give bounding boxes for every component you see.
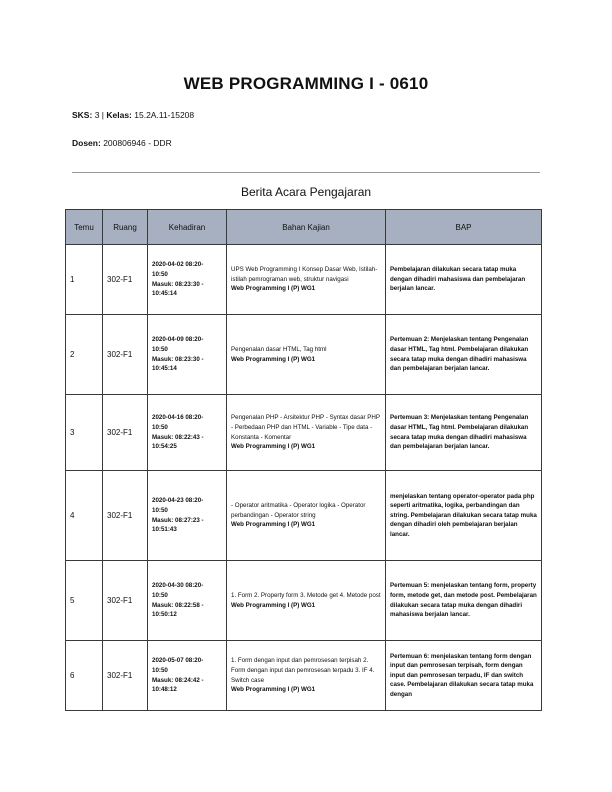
bahan-ref: Web Programming I (P) WG1	[231, 443, 316, 451]
kelas-label: Kelas:	[106, 110, 132, 120]
kehadiran-cell	[148, 245, 227, 315]
bap-cell: Pertemuan 5: menjelaskan tentang form, property form, metode get, dan metode post. Pembelajaran dilakukan secara tatap muka dengan dihadiri mahasiswa berjalan lancar.	[386, 561, 542, 641]
sks-label: SKS:	[72, 110, 93, 120]
ruang-cell: 302-F1	[103, 315, 148, 395]
ruang-cell: 302-F1	[103, 471, 148, 561]
header-kehadiran: Kehadiran	[148, 210, 227, 245]
bahan-ref: Web Programming I (P) WG1	[231, 686, 316, 694]
kehadiran-text: 2020-04-09 08:20- 10:50 Masuk: 08:23:30 - 10:45:14	[152, 336, 204, 373]
divider	[72, 172, 540, 173]
header-temu: Temu	[66, 210, 103, 245]
dosen-value: 200806946 - DDR	[103, 138, 172, 148]
dosen-label: Dosen:	[72, 138, 101, 148]
bahan-ref: Web Programming I (P) WG1	[231, 601, 316, 609]
page-title: WEB PROGRAMMING I - 0610	[183, 74, 429, 93]
ruang-cell: 302-F1	[103, 395, 148, 471]
kehadiran-cell	[148, 641, 227, 711]
bahan-cell	[227, 245, 386, 315]
bap-table	[65, 209, 542, 711]
temu-cell: 6	[66, 641, 103, 711]
header-ruang: Ruang	[103, 210, 148, 245]
kehadiran-text: 2020-04-16 08:20- 10:50 Masuk: 08:22:43 - 10:54:25	[152, 414, 204, 451]
bahan-text: UPS Web Programming I Konsep Dasar Web, Istilah-istilah pemrograman web, struktur navigasi	[231, 266, 378, 283]
bahan-ref: Web Programming I (P) WG1	[231, 521, 316, 529]
course-meta	[72, 110, 194, 120]
bahan-text: Pengenalan dasar HTML, Tag html	[231, 345, 327, 353]
kelas-value: 15.2A.11-15208	[134, 110, 195, 120]
ruang-cell: 302-F1	[103, 561, 148, 641]
ruang-cell: 302-F1	[103, 245, 148, 315]
temu-cell: 4	[66, 471, 103, 561]
bap-cell: Pertemuan 3: Menjelaskan tentang Pengenalan dasar HTML, Tag html. Pembelajaran dilakukan secara tatap muka dengan dihadiri mahasiswa dan pembelajaran berjalan lancar.	[386, 395, 542, 471]
header-bap: BAP	[386, 210, 542, 245]
bahan-cell	[227, 561, 386, 641]
temu-cell: 3	[66, 395, 103, 471]
table-row	[66, 315, 542, 395]
table-row	[66, 561, 542, 641]
bahan-cell	[227, 315, 386, 395]
temu-cell: 1	[66, 245, 103, 315]
temu-cell: 5	[66, 561, 103, 641]
bap-cell: Pertemuan 6: menjelaskan tentang form dengan input dan pemrosesan terpisah, form dengan input dan pemrosesan terpadu, IF dan switch case. Pembelajaran dilakukan secara tatap muka dengan	[386, 641, 542, 711]
bahan-text: 1. Form dengan input dan pemrosesan terpisah 2. Form dengan input dan pemrosesan terpadu 3. IF 4. Switch case	[231, 657, 375, 684]
ruang-cell: 302-F1	[103, 641, 148, 711]
section-title: Berita Acara Pengajaran	[240, 185, 372, 199]
lecturer-meta	[72, 138, 172, 148]
bap-cell: Pertemuan 2: Menjelaskan tentang Pengenalan dasar HTML, Tag html. Pembelajaran dilakukan secara tatap muka dengan dihadiri mahasiswa dan pembelajaran berjalan lancar.	[386, 315, 542, 395]
table-row	[66, 471, 542, 561]
kehadiran-text: 2020-04-23 08:20- 10:50 Masuk: 08:27:23 - 10:51:43	[152, 497, 204, 534]
bahan-ref: Web Programming I (P) WG1	[231, 285, 316, 293]
kehadiran-cell	[148, 471, 227, 561]
table-row	[66, 395, 542, 471]
bahan-text: 1. Form 2. Property form 3. Metode get 4. Metode post	[231, 591, 381, 599]
temu-cell: 2	[66, 315, 103, 395]
bahan-cell	[227, 395, 386, 471]
header-bahan-kajian: Bahan Kajian	[227, 210, 386, 245]
kehadiran-text: 2020-04-02 08:20- 10:50 Masuk: 08:23:30 - 10:45:14	[152, 261, 204, 298]
bahan-text: Pengenalan PHP - Arsitektur PHP - Syntax dasar PHP - Perbedaan PHP dan HTML - Variable - Tipe data - Konstanta - Komentar	[231, 414, 380, 441]
meta-separator: |	[101, 110, 107, 120]
bahan-ref: Web Programming I (P) WG1	[231, 355, 316, 363]
table-header-row	[66, 210, 542, 245]
bahan-cell	[227, 471, 386, 561]
kehadiran-cell	[148, 395, 227, 471]
kehadiran-cell	[148, 561, 227, 641]
table-row	[66, 641, 542, 711]
bap-cell: menjelaskan tentang operator-operator pada php seperti aritmatika, logika, perbandingan dan string. Pembelajaran dilakukan secara tatap muka dengan dihadiri oleh pembelajaran berjalan lancar.	[386, 471, 542, 561]
bahan-text: - Operator aritmatika - Operator logika - Operator perbandingan - Operator string	[231, 502, 366, 519]
kehadiran-cell	[148, 315, 227, 395]
kehadiran-text: 2020-04-30 08:20- 10:50 Masuk: 08:22:58 - 10:50:12	[152, 582, 204, 619]
table-row	[66, 245, 542, 315]
bap-cell: Pembelajaran dilakukan secara tatap muka dengan dihadiri mahasiswa dan pembelajaran berjalan lancar.	[386, 245, 542, 315]
sks-value: 3	[94, 110, 100, 120]
bahan-cell	[227, 641, 386, 711]
kehadiran-text: 2020-05-07 08:20- 10:50 Masuk: 08:24:42 - 10:48:12	[152, 657, 204, 694]
